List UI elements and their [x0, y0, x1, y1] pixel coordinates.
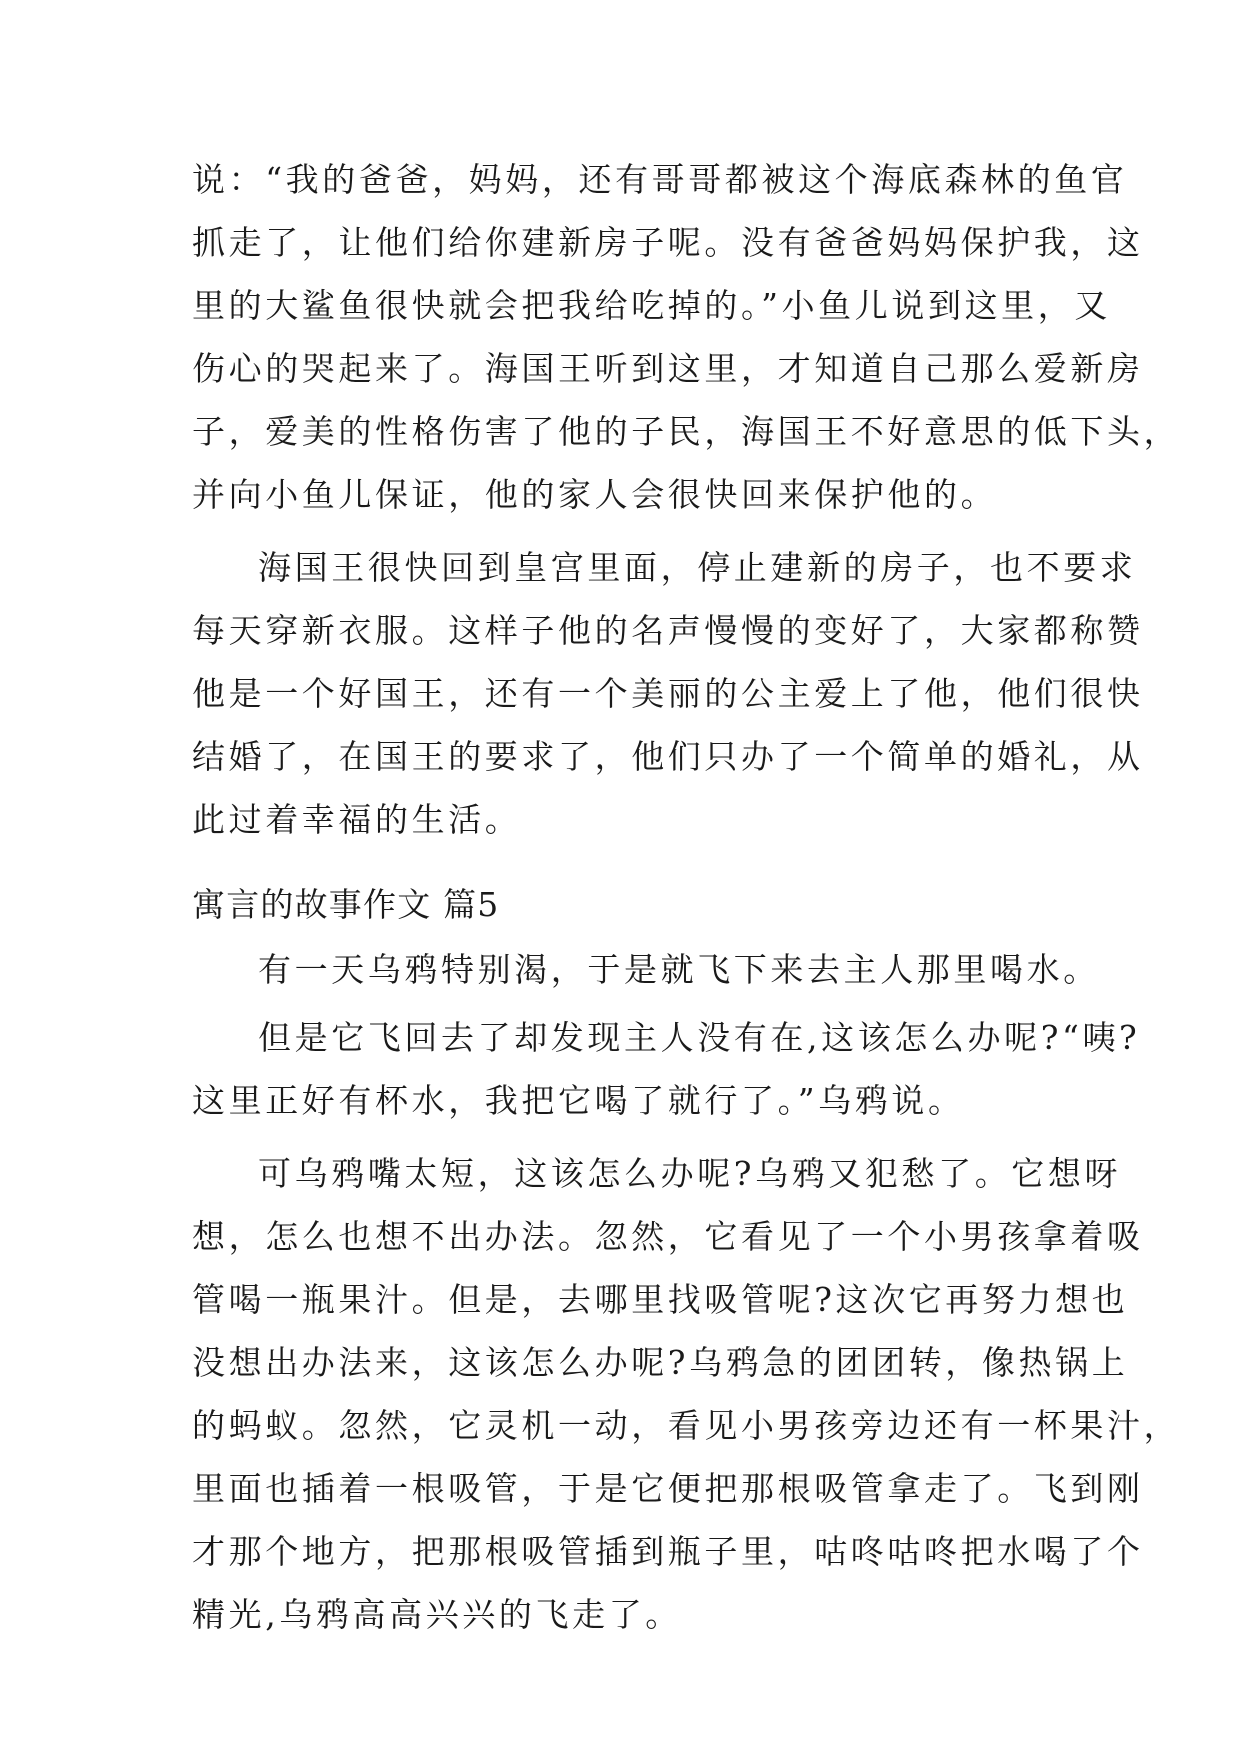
text-line: 每天穿新衣服。这样子他的名声慢慢的变好了，大家都称赞: [192, 611, 1144, 650]
text-line: 精光,乌鸦高高兴兴的飞走了。: [192, 1595, 682, 1634]
text-line: 结婚了，在国王的要求了，他们只办了一个简单的婚礼，从: [192, 737, 1144, 776]
text-line: 说：“我的爸爸，妈妈，还有哥哥都被这个海底森林的鱼官: [192, 160, 1128, 199]
text-line: 此过着幸福的生活。: [192, 800, 522, 839]
text-line: 管喝一瓶果汁。但是，去哪里找吸管呢?这次它再努力想也: [192, 1280, 1129, 1319]
text-line: 但是它飞回去了却发现主人没有在,这该怎么办呢?“咦?: [258, 1018, 1141, 1057]
text-line: 没想出办法来，这该怎么办呢?乌鸦急的团团转，像热锅上: [192, 1343, 1129, 1382]
section-heading: 寓言的故事作文 篇5: [192, 885, 500, 924]
text-line: 他是一个好国王，还有一个美丽的公主爱上了他，他们很快: [192, 674, 1144, 713]
text-line: 并向小鱼儿保证，他的家人会很快回来保护他的。: [192, 475, 998, 514]
text-line: 伤心的哭起来了。海国王听到这里，才知道自己那么爱新房: [192, 349, 1144, 388]
text-line: 抓走了，让他们给你建新房子呢。没有爸爸妈妈保护我，这: [192, 223, 1144, 262]
text-line: 海国王很快回到皇宫里面，停止建新的房子，也不要求: [258, 548, 1137, 587]
text-line: 有一天乌鸦特别渴，于是就飞下来去主人那里喝水。: [258, 950, 1100, 989]
text-line: 想，怎么也想不出办法。忽然，它看见了一个小男孩拿着吸: [192, 1217, 1144, 1256]
text-line: 这里正好有杯水，我把它喝了就行了。”乌鸦说。: [192, 1081, 965, 1120]
text-line: 子，爱美的性格伤害了他的子民，海国王不好意思的低下头，: [192, 412, 1181, 451]
text-line: 才那个地方，把那根吸管插到瓶子里，咕咚咕咚把水喝了个: [192, 1532, 1144, 1571]
text-line: 的蚂蚁。忽然，它灵机一动，看见小男孩旁边还有一杯果汁，: [192, 1406, 1181, 1445]
text-line: 里面也插着一根吸管，于是它便把那根吸管拿走了。飞到刚: [192, 1469, 1144, 1508]
text-line: 里的大鲨鱼很快就会把我给吃掉的。”小鱼儿说到这里，又: [192, 286, 1111, 325]
text-line: 可乌鸦嘴太短，这该怎么办呢?乌鸦又犯愁了。它想呀: [258, 1154, 1122, 1193]
